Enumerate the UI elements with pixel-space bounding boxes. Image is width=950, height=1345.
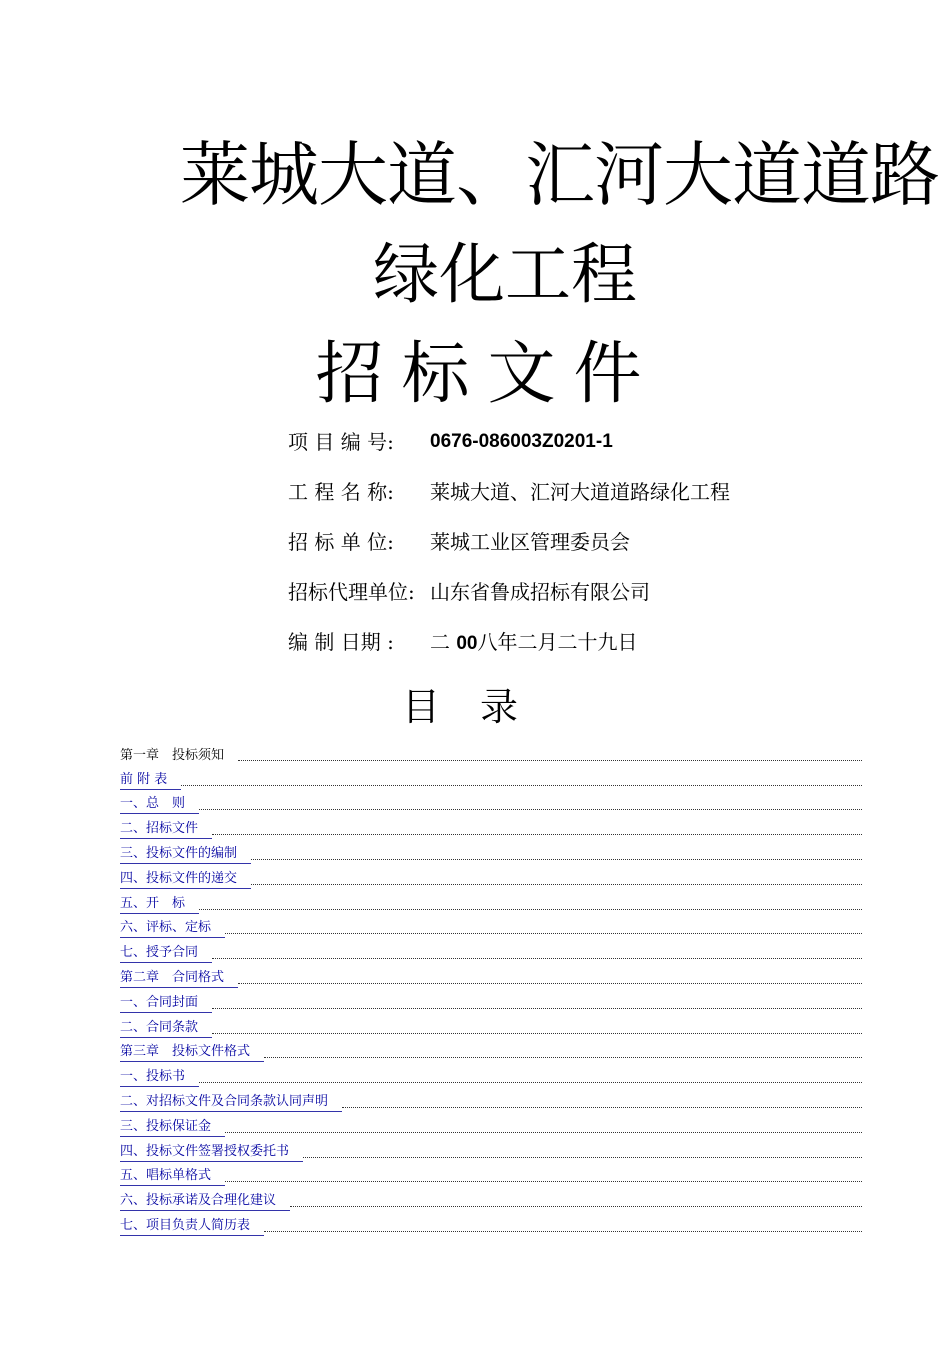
date-part: 八年二月二十九日 xyxy=(477,630,638,654)
info-row-tendering-unit xyxy=(288,525,928,575)
toc-leader-dots xyxy=(264,1056,862,1058)
toc-entry-label[interactable]: 二、招标文件 xyxy=(120,820,212,839)
toc-leader-dots xyxy=(303,1156,862,1158)
toc-entry[interactable] xyxy=(120,988,862,1013)
toc-entry[interactable] xyxy=(120,889,862,914)
toc-leader-dots xyxy=(212,957,862,959)
toc-entry[interactable] xyxy=(120,963,862,988)
toc-leader-dots xyxy=(251,883,862,885)
info-label: 工 程 名 称: xyxy=(288,480,394,504)
info-value: 莱城工业区管理委员会 xyxy=(430,530,630,554)
toc-entry[interactable] xyxy=(120,1038,862,1063)
date-part-bold: 00 xyxy=(456,633,478,654)
toc-entry[interactable] xyxy=(120,814,862,839)
toc-leader-dots xyxy=(212,1032,862,1034)
toc-leader-dots xyxy=(199,908,862,910)
toc-entry[interactable] xyxy=(120,790,862,815)
toc-entry[interactable] xyxy=(120,1062,862,1087)
info-label: 招 标 单 位: xyxy=(288,530,394,554)
toc-entry-label[interactable]: 六、评标、定标 xyxy=(120,919,225,938)
toc-entry-label[interactable]: 三、投标保证金 xyxy=(120,1118,225,1137)
document-title-line3: 招标文件 xyxy=(315,335,660,414)
toc-entry[interactable] xyxy=(120,1137,862,1162)
info-row-project-number xyxy=(288,425,928,475)
project-info xyxy=(288,425,928,675)
toc-entry[interactable] xyxy=(120,1162,862,1187)
toc-entry[interactable] xyxy=(120,765,862,790)
document-title-line1: 莱城大道、汇河大道道路 xyxy=(180,134,939,216)
toc-entry[interactable] xyxy=(120,1087,862,1112)
toc-entry[interactable] xyxy=(120,864,862,889)
toc-entry[interactable] xyxy=(120,1186,862,1211)
toc-entry-label[interactable]: 三、投标文件的编制 xyxy=(120,845,251,864)
date-part: 二 xyxy=(430,630,450,654)
toc-entry-label[interactable]: 七、项目负责人简历表 xyxy=(120,1217,264,1236)
toc-entry[interactable] xyxy=(120,1211,862,1236)
info-value: 莱城大道、汇河大道道路绿化工程 xyxy=(430,480,730,504)
toc-entry[interactable] xyxy=(120,1013,862,1038)
toc-leader-dots xyxy=(238,759,862,761)
info-value-date xyxy=(430,625,638,675)
toc-entry-label[interactable]: 六、投标承诺及合理化建议 xyxy=(120,1192,290,1211)
toc-leader-dots xyxy=(212,1007,862,1009)
toc-entry-label[interactable]: 七、授予合同 xyxy=(120,944,212,963)
toc-heading: 目录 xyxy=(401,685,558,729)
toc-entry-label[interactable]: 二、对招标文件及合同条款认同声明 xyxy=(120,1093,342,1112)
toc-entry-label[interactable]: 第三章 投标文件格式 xyxy=(120,1043,264,1062)
toc-entry-label[interactable]: 五、唱标单格式 xyxy=(120,1167,225,1186)
table-of-contents xyxy=(120,740,862,1236)
toc-leader-dots xyxy=(181,784,862,786)
toc-entry-label[interactable]: 四、投标文件签署授权委托书 xyxy=(120,1143,303,1162)
toc-leader-dots xyxy=(225,1131,862,1133)
toc-leader-dots xyxy=(290,1205,862,1207)
info-row-date xyxy=(288,625,928,675)
toc-entry-label: 第一章 投标须知 xyxy=(120,747,225,763)
info-label: 招标代理单位: xyxy=(288,580,415,604)
toc-entry-label[interactable]: 第二章 合同格式 xyxy=(120,969,238,988)
document-title-line2: 绿化工程 xyxy=(373,236,637,313)
toc-leader-dots xyxy=(199,1081,862,1083)
info-label: 项 目 编 号: xyxy=(288,430,394,454)
toc-entry[interactable] xyxy=(120,839,862,864)
toc-leader-dots xyxy=(225,1180,862,1182)
info-value: 0676-086003Z0201-1 xyxy=(430,431,613,452)
toc-entry[interactable] xyxy=(120,1112,862,1137)
toc-leader-dots xyxy=(264,1230,862,1232)
toc-entry-label[interactable]: 五、开 标 xyxy=(120,895,199,914)
info-row-project-name xyxy=(288,475,928,525)
info-value: 山东省鲁成招标有限公司 xyxy=(430,580,650,604)
toc-entry-label[interactable]: 前 附 表 xyxy=(120,771,181,790)
toc-entry[interactable] xyxy=(120,914,862,939)
toc-entry-label[interactable]: 二、合同条款 xyxy=(120,1019,212,1038)
toc-leader-dots xyxy=(225,932,862,934)
info-label: 编 制 日期 : xyxy=(288,630,394,654)
toc-leader-dots xyxy=(342,1106,862,1108)
toc-leader-dots xyxy=(212,833,862,835)
toc-entry[interactable] xyxy=(120,938,862,963)
toc-leader-dots xyxy=(199,808,862,810)
toc-entry-label[interactable]: 四、投标文件的递交 xyxy=(120,870,251,889)
info-row-agency xyxy=(288,575,928,625)
toc-entry-label[interactable]: 一、总 则 xyxy=(120,795,199,814)
toc-entry-label[interactable]: 一、合同封面 xyxy=(120,994,212,1013)
toc-entry xyxy=(120,740,862,765)
toc-leader-dots xyxy=(251,858,862,860)
toc-leader-dots xyxy=(238,982,862,984)
toc-entry-label[interactable]: 一、投标书 xyxy=(120,1068,199,1087)
